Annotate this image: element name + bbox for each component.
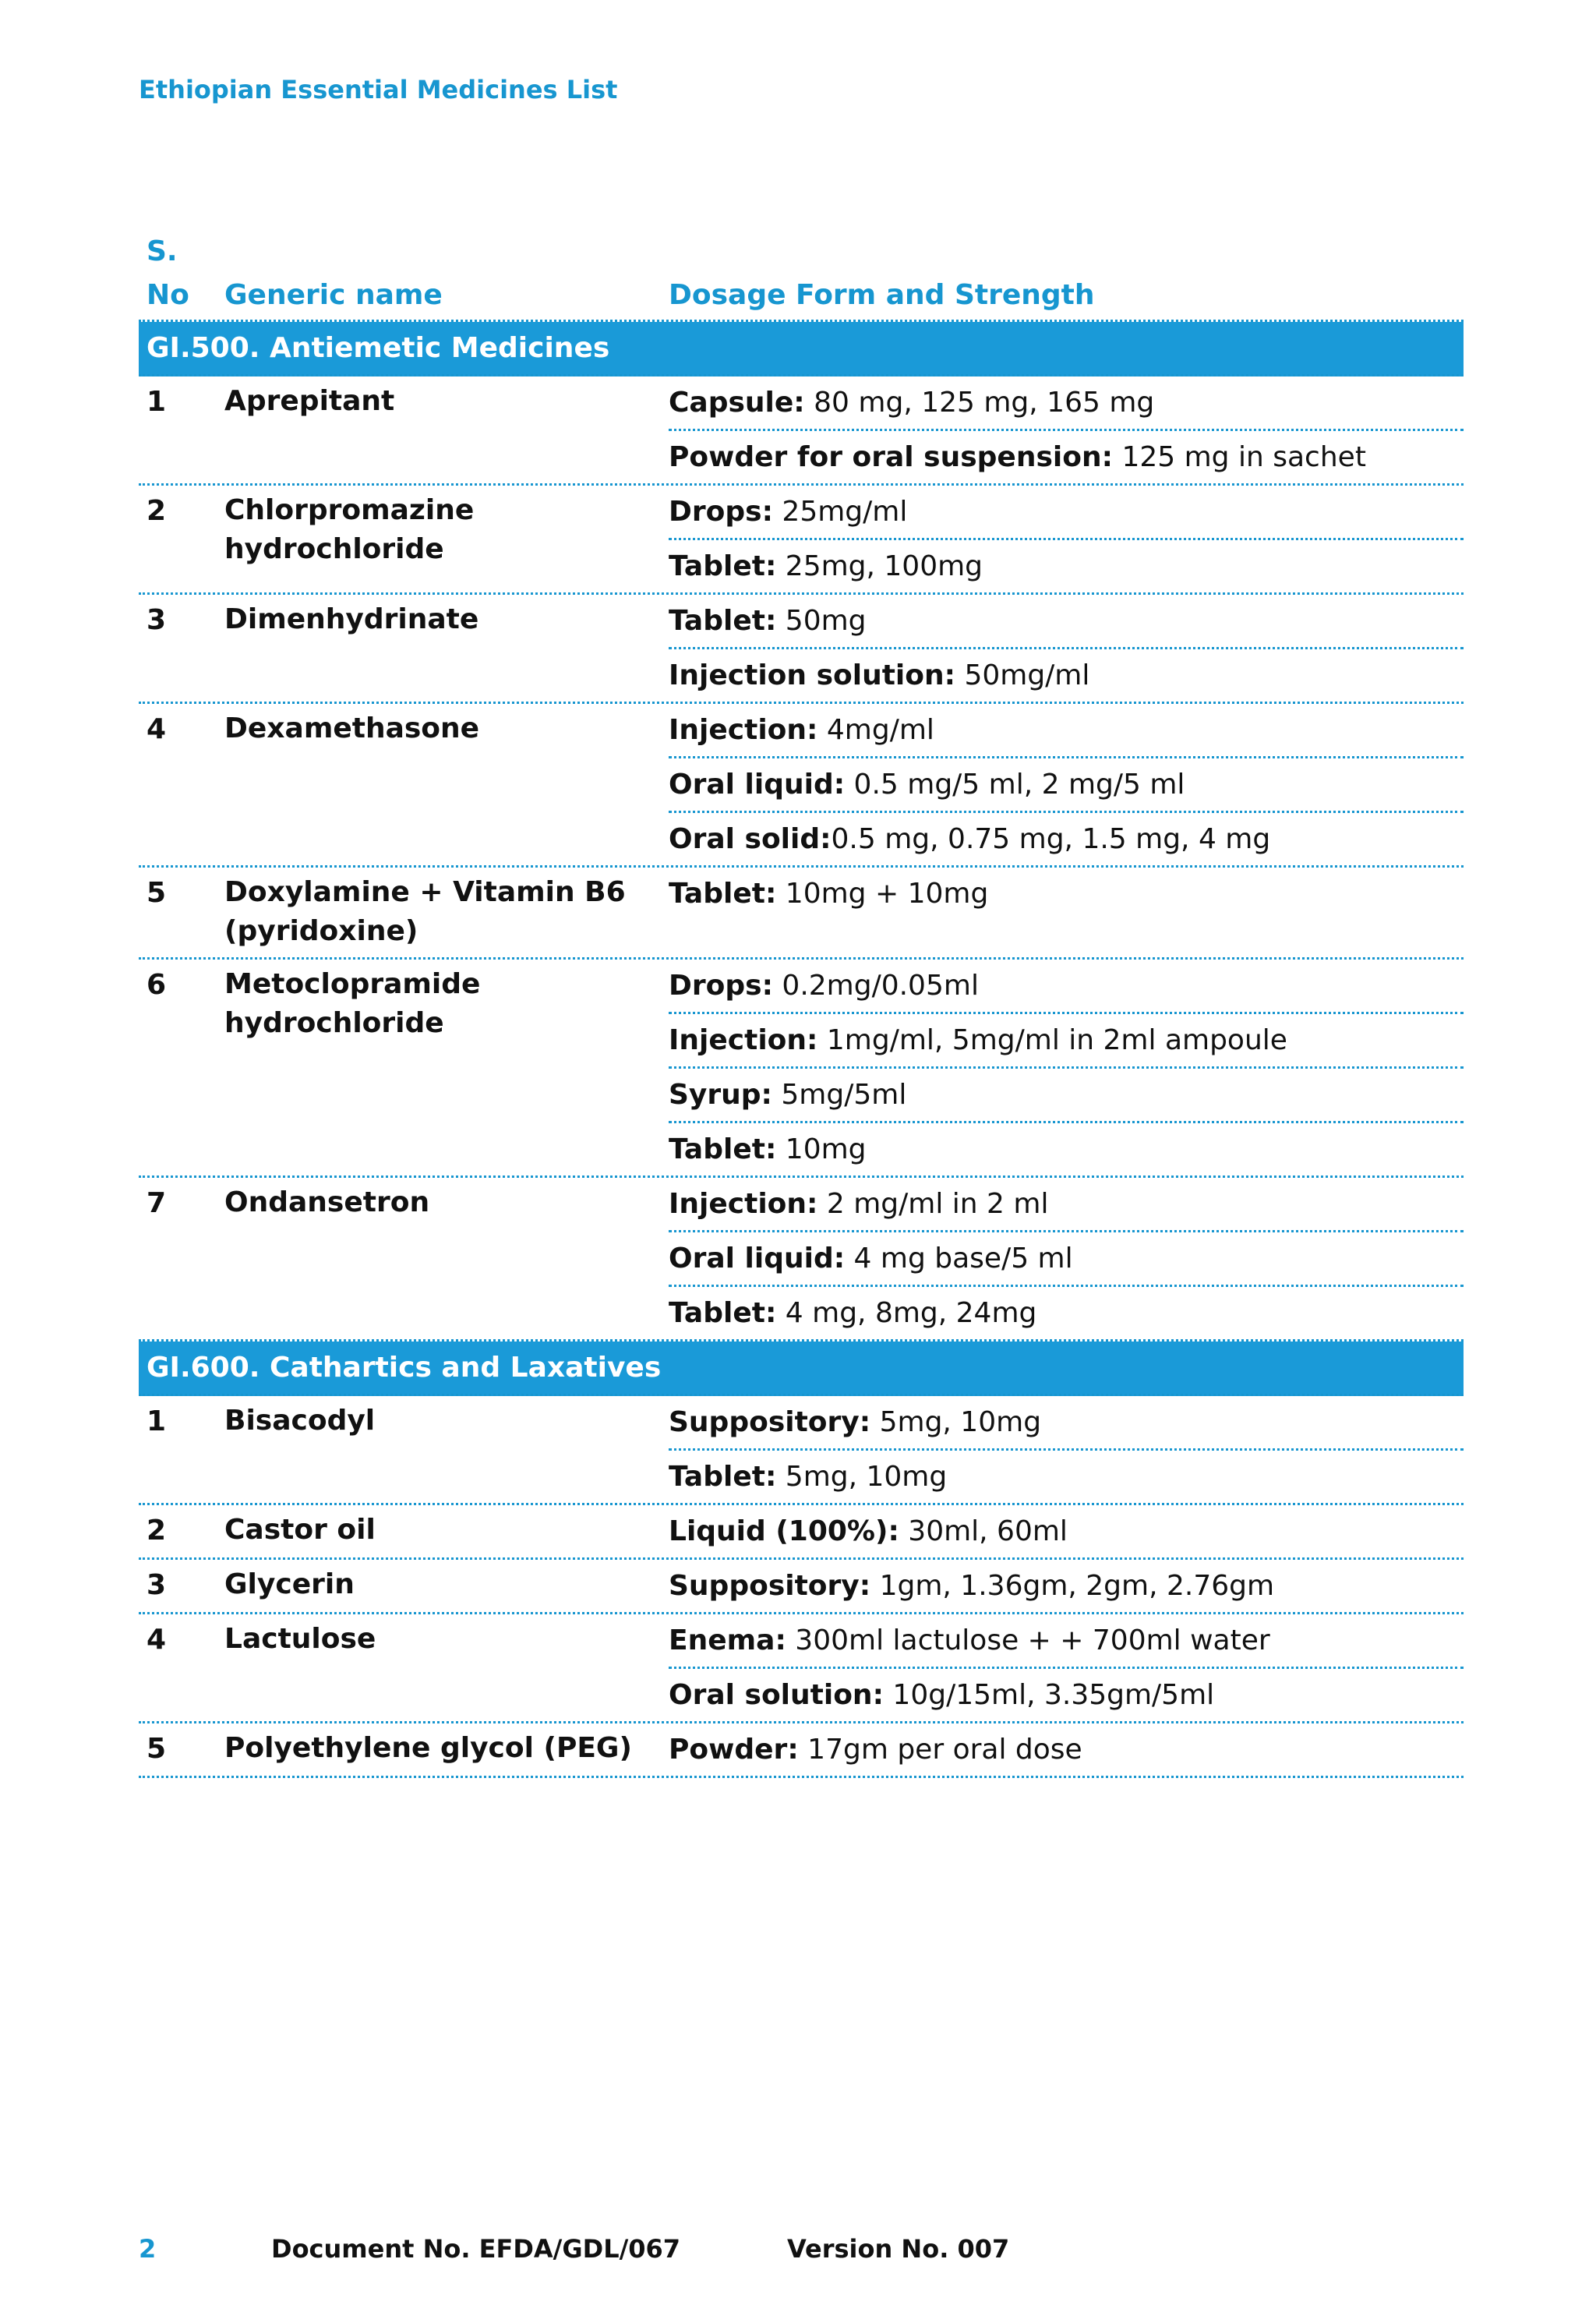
dosage-forms [669,1614,1464,1721]
table-body [139,322,1464,1778]
generic-name: Ondansetron [224,1186,430,1218]
dosage-form [669,1505,1464,1557]
dosage-form [669,1232,1464,1287]
dosage-form-label: Tablet: [669,1461,777,1493]
row-number: 1 [147,386,167,418]
dosage-form [669,813,1464,865]
dosage-form [669,758,1464,813]
dosage-forms [669,595,1464,702]
dosage-form-label: Capsule: [669,387,805,419]
dosage-form [669,1014,1464,1069]
dosage-form-label: Tablet: [669,1133,777,1165]
row-number: 1 [147,1405,167,1437]
dosage-form-label: Powder for oral suspension: [669,441,1114,473]
dosage-strength: 1mg/ml, 5mg/ml in 2ml ampoule [817,1024,1287,1056]
generic-name: Lactulose [224,1623,376,1655]
dosage-strength: 4 mg base/5 ml [845,1243,1073,1274]
dosage-form [669,1069,1464,1123]
dosage-forms [669,486,1464,592]
table-row [139,486,1464,595]
table-row [139,1178,1464,1342]
dosage-forms [669,376,1464,483]
row-number: 2 [147,495,167,527]
header-dosage: Dosage Form and Strength [669,279,1095,311]
dosage-form-label: Drops: [669,496,773,528]
dosage-form-label: Drops: [669,970,773,1002]
dosage-strength: 5mg, 10mg [776,1461,948,1493]
dosage-strength: 10mg [776,1133,867,1165]
dosage-form [669,595,1464,649]
dosage-form [669,1560,1464,1612]
table-row [139,376,1464,486]
dosage-forms [669,1560,1464,1612]
dosage-form [669,1287,1464,1339]
row-number: 6 [147,969,167,1001]
document-number: Document No. EFDA/GDL/067 [271,2234,681,2264]
table-row [139,868,1464,960]
dosage-form [669,431,1464,483]
generic-name: Castor oil [224,1514,376,1546]
dosage-form-label: Oral solution: [669,1679,884,1711]
dosage-form-label: Liquid (100%): [669,1515,899,1547]
dosage-form [669,1723,1464,1776]
dosage-form [669,1614,1464,1669]
dosage-form [669,1178,1464,1232]
dosage-strength: 4 mg, 8mg, 24mg [776,1297,1037,1329]
page-number: 2 [139,2234,157,2264]
dosage-strength: 17gm per oral dose [798,1734,1082,1766]
generic-name: Dimenhydrinate [224,603,479,635]
dosage-form [669,960,1464,1014]
dosage-form-label: Tablet: [669,1297,777,1329]
dosage-form [669,649,1464,702]
table-row [139,1614,1464,1723]
header-no: No [147,279,189,311]
dosage-strength: 25mg/ml [772,496,908,528]
dosage-form-label: Tablet: [669,878,777,910]
dosage-strength: 10g/15ml, 3.35gm/5ml [883,1679,1215,1711]
dosage-strength: 0.5 mg, 0.75 mg, 1.5 mg, 4 mg [831,823,1271,855]
row-number: 3 [147,604,167,636]
dosage-form-label: Oral liquid: [669,1243,846,1274]
dosage-forms [669,704,1464,865]
dosage-strength: 80 mg, 125 mg, 165 mg [804,387,1155,419]
dosage-form [669,704,1464,758]
section-header: GI.600. Cathartics and Laxatives [139,1342,1464,1396]
row-number: 4 [147,1624,167,1656]
dosage-form-label: Syrup: [669,1079,772,1111]
dosage-strength: 0.5 mg/5 ml, 2 mg/5 ml [845,769,1185,801]
dosage-strength: 30ml, 60ml [899,1515,1068,1547]
dosage-form [669,1669,1464,1721]
table-row [139,1560,1464,1614]
table-header [139,228,1464,322]
row-number: 2 [147,1515,167,1547]
dosage-strength: 50mg [776,605,867,637]
section-header: GI.500. Antiemetic Medicines [139,322,1464,376]
dosage-forms [669,960,1464,1175]
generic-name: Chlorpromazine hydrochloride [224,494,475,565]
dosage-forms [669,1505,1464,1557]
dosage-form-label: Suppository: [669,1570,871,1602]
dosage-form-label: Suppository: [669,1406,871,1438]
table-row [139,960,1464,1178]
generic-name: Dexamethasone [224,712,480,744]
dosage-form-label: Oral liquid: [669,769,846,801]
dosage-strength: 125 mg in sachet [1113,441,1366,473]
table-row [139,704,1464,868]
generic-name: Glycerin [224,1568,355,1600]
running-title: Ethiopian Essential Medicines List [139,75,618,104]
header-sno: S. [147,235,178,267]
dosage-form [669,1123,1464,1175]
medicines-table [139,228,1464,1778]
dosage-strength: 300ml lactulose + + 700ml water [786,1624,1270,1656]
header-generic-name: Generic name [224,279,443,311]
dosage-form [669,868,1464,956]
dosage-form-label: Tablet: [669,550,777,582]
dosage-form [669,1396,1464,1451]
generic-name: Metoclopramide hydrochloride [224,968,481,1039]
table-row [139,1396,1464,1505]
dosage-form-label: Injection: [669,1024,818,1056]
dosage-strength: 1gm, 1.36gm, 2gm, 2.76gm [870,1570,1275,1602]
table-row [139,595,1464,704]
dosage-forms [669,1178,1464,1339]
dosage-strength: 5mg, 10mg [870,1406,1042,1438]
dosage-strength: 50mg/ml [955,659,1090,691]
dosage-form-label: Injection: [669,1188,818,1220]
dosage-form-label: Enema: [669,1624,786,1656]
row-number: 5 [147,1733,167,1765]
dosage-strength: 4mg/ml [817,714,934,746]
generic-name: Aprepitant [224,385,395,417]
dosage-strength: 0.2mg/0.05ml [772,970,979,1002]
dosage-form-label: Tablet: [669,605,777,637]
dosage-form [669,486,1464,540]
generic-name: Doxylamine + Vitamin B6 (pyridoxine) [224,876,626,947]
dosage-forms [669,1396,1464,1503]
dosage-strength: 25mg, 100mg [776,550,983,582]
dosage-form-label: Powder: [669,1734,799,1766]
dosage-forms [669,1723,1464,1776]
dosage-form-label: Injection: [669,714,818,746]
row-number: 4 [147,713,167,745]
table-row [139,1505,1464,1560]
dosage-form [669,540,1464,592]
generic-name: Bisacodyl [224,1405,376,1437]
dosage-form-label: Oral solid: [669,823,832,855]
generic-name: Polyethylene glycol (PEG) [224,1732,632,1764]
dosage-form [669,1451,1464,1503]
version-number: Version No. 007 [787,2234,1010,2264]
dosage-strength: 5mg/5ml [772,1079,907,1111]
row-number: 3 [147,1569,167,1601]
dosage-form-label: Injection solution: [669,659,955,691]
row-number: 7 [147,1187,167,1219]
dosage-strength: 2 mg/ml in 2 ml [817,1188,1049,1220]
dosage-strength: 10mg + 10mg [776,878,989,910]
table-row [139,1723,1464,1778]
dosage-form [669,376,1464,431]
dosage-forms [669,868,1464,957]
row-number: 5 [147,877,167,909]
